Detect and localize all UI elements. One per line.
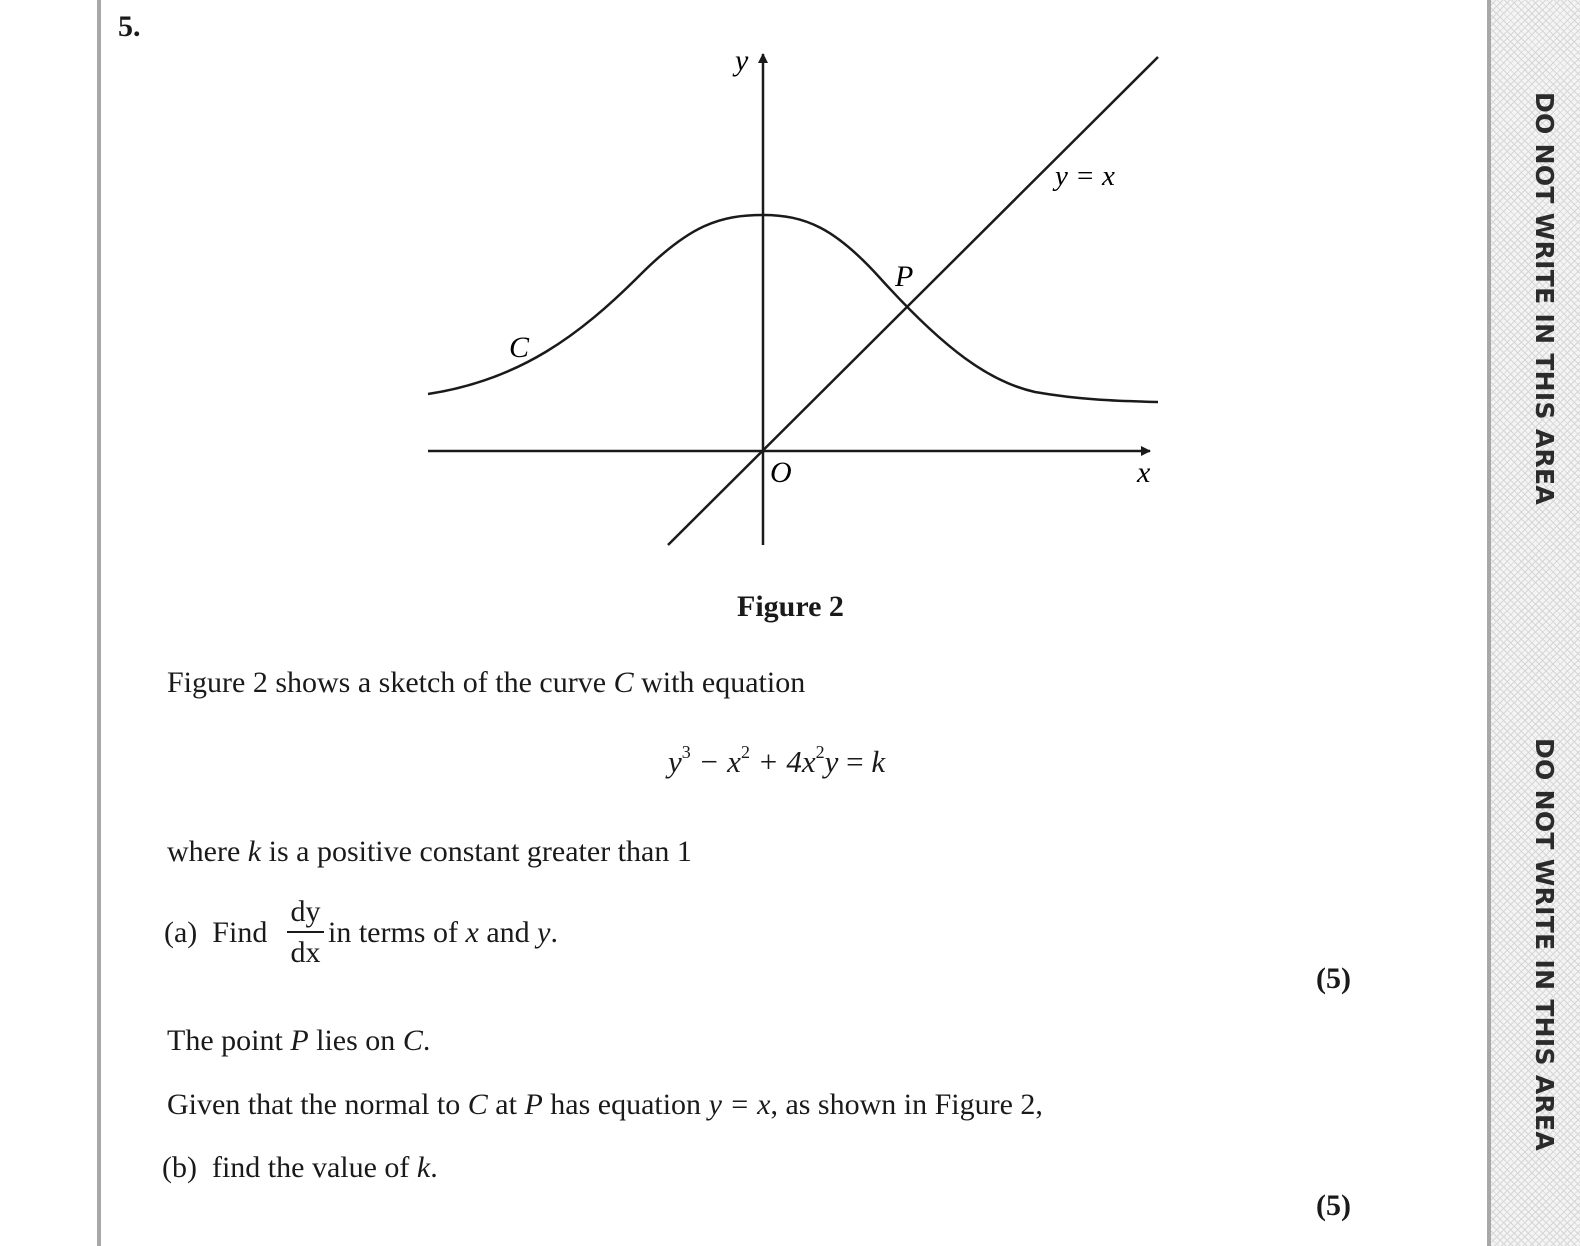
curve-label: C — [509, 331, 530, 364]
question-number: 5. — [118, 10, 141, 43]
figure-caption: Figure 2 — [737, 590, 844, 623]
line-label: y = x — [1055, 160, 1115, 192]
marks-b: (5) — [1316, 1189, 1351, 1222]
part-a-rest: in terms of x and y. — [328, 916, 558, 949]
figure-2-sketch — [0, 0, 1480, 580]
curve-c — [428, 215, 1158, 402]
dy-dx-fraction: dy dx — [287, 896, 324, 969]
curve-equation: $y^3 - x^2 + 4x^2y = k$ — [668, 742, 886, 779]
line-y-equals-x — [668, 57, 1158, 545]
y-axis-label: y — [735, 44, 749, 77]
part-b-text: (b) find the value of k. — [162, 1151, 438, 1184]
point-text: The point P lies on C. — [167, 1024, 431, 1057]
margin-warning-bottom: DO NOT WRITE IN THIS AREA — [1530, 738, 1559, 1152]
margin-strip — [1491, 0, 1580, 1246]
intro-text: Figure 2 shows a sketch of the curve C with equation — [167, 666, 806, 699]
margin-warning-top: DO NOT WRITE IN THIS AREA — [1530, 92, 1559, 506]
part-a-text: (a) Find — [164, 916, 268, 949]
point-label: P — [895, 260, 914, 293]
where-text: where k is a positive constant greater than 1 — [167, 835, 692, 868]
given-text: Given that the normal to C at P has equation y = x, as shown in Figure 2, — [167, 1088, 1043, 1121]
origin-label: O — [770, 456, 792, 489]
marks-a: (5) — [1316, 962, 1351, 995]
x-axis-label: x — [1137, 456, 1151, 489]
